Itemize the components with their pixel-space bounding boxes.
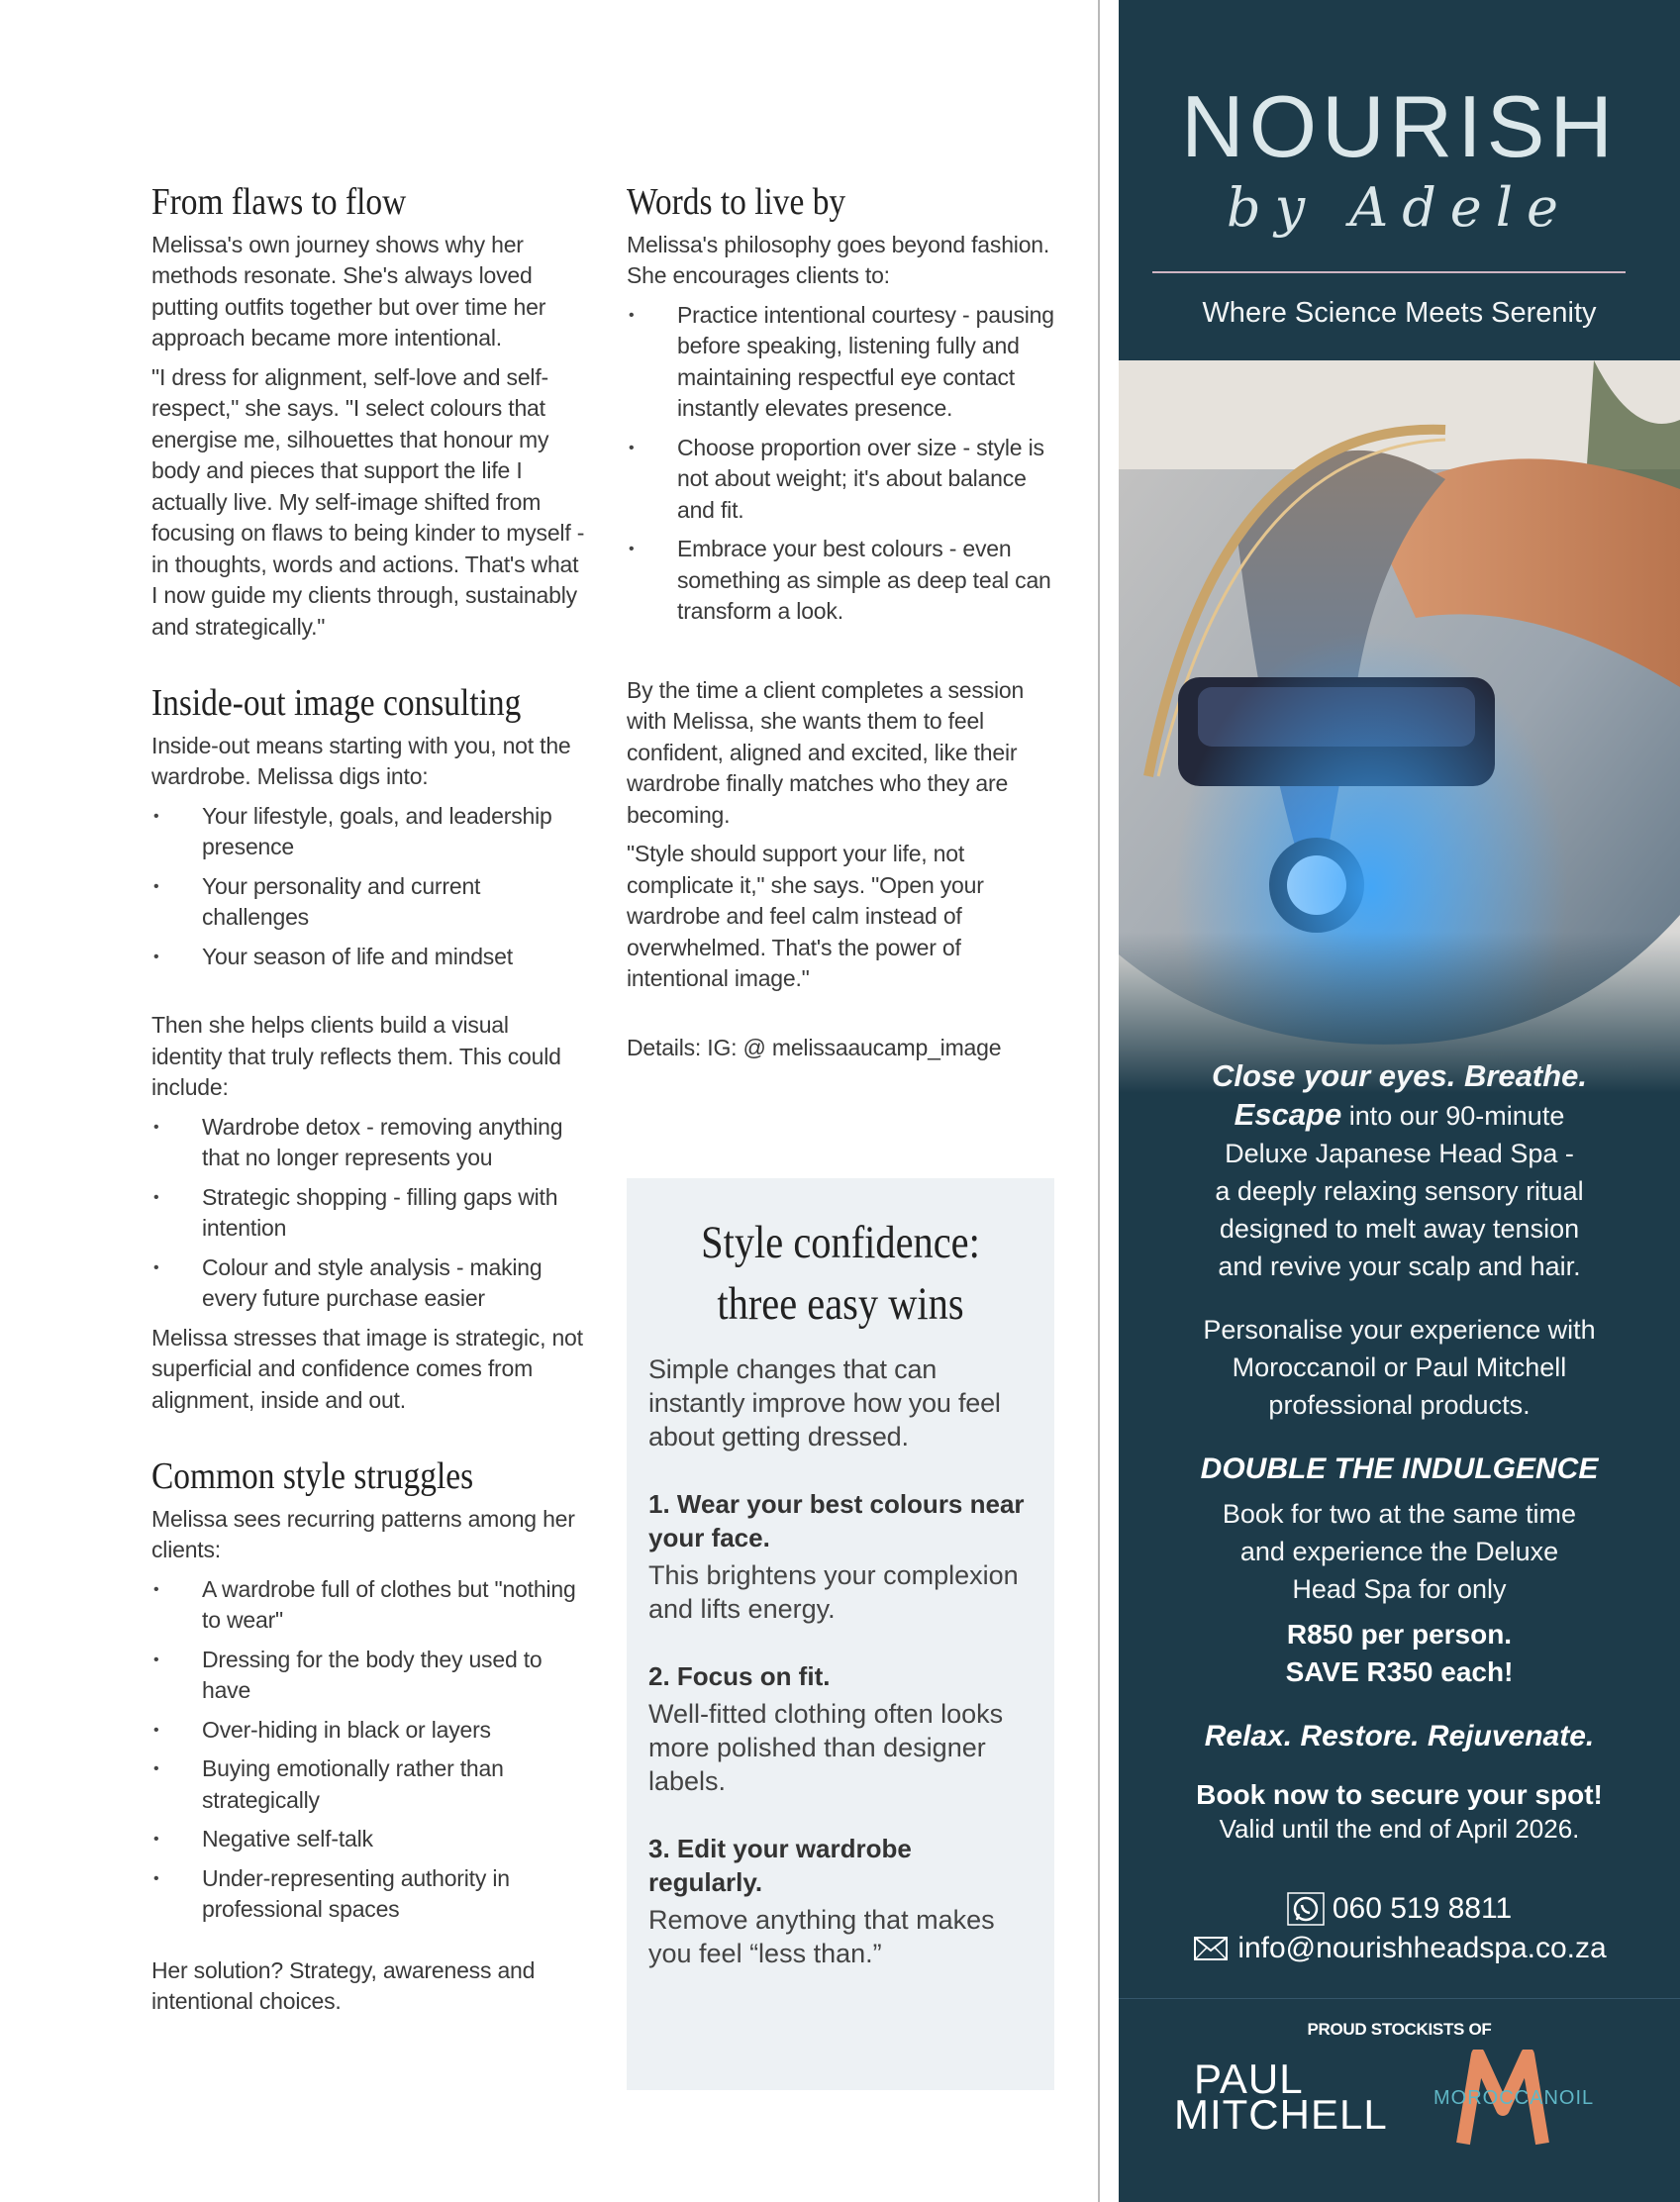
email-address: info@nourishheadspa.co.za — [1237, 1932, 1607, 1964]
phone-number: 060 519 8811 — [1332, 1892, 1513, 1925]
win-title: 1. Wear your best colours near your face. — [648, 1489, 1025, 1552]
paragraph: By the time a client completes a session with Melissa, she wants them to feel confident, aligned and excited, like their wardrobe finally matches who they are becoming. — [627, 676, 1025, 828]
list-item: • Your season of life and mindset — [151, 942, 585, 973]
paragraph: Inside-out means starting with you, not the wardrobe. Melissa digs into: — [151, 732, 571, 790]
bullet-list — [151, 801, 585, 973]
paragraph: Melissa's own journey shows why her methods resonate. She's always loved putting outfits together but over time her approach became more intentional. — [151, 231, 546, 351]
bullet-list — [151, 1574, 585, 1926]
list-item: • Your lifestyle, goals, and leadership presence — [151, 801, 585, 863]
paragraph: Then she helps clients build a visual identity that truly reflects them. This could include: — [151, 1012, 561, 1101]
stockists-divider — [1119, 1998, 1680, 1999]
list-item: • Choose proportion over size - style is not about weight; it's about balance and fit. — [627, 433, 1054, 527]
sidebox-title-line: Style confidence: — [701, 1217, 980, 1268]
ad-text: and experience the Deluxe — [1239, 1537, 1559, 1566]
win-body: Remove anything that makes you feel “less than.” — [648, 1905, 995, 1968]
ad-saving: SAVE R350 each! — [1285, 1656, 1514, 1687]
ad-headline: Close your eyes. Breathe. — [1211, 1058, 1588, 1093]
win-body: This brightens your complexion and lifts energy. — [648, 1560, 1019, 1624]
sidebox-title-line: three easy wins — [717, 1278, 964, 1330]
column-divider — [1098, 0, 1100, 2202]
head-spa-photo — [1119, 360, 1680, 1093]
tips-sidebox — [627, 1178, 1054, 2090]
ad-text: Book for two at the same time — [1222, 1499, 1577, 1529]
ad-text: Deluxe Japanese Head Spa - — [1225, 1139, 1574, 1168]
ad-text: Moroccanoil or Paul Mitchell — [1232, 1352, 1567, 1382]
quote-paragraph: "Style should support your life, not complicate it," she says. "Open your wardrobe and feel calm instead of overwhelmed. That's the power of intentional image." — [627, 841, 984, 992]
ad-text: professional products. — [1268, 1390, 1531, 1420]
ad-text: designed to melt away tension — [1219, 1214, 1580, 1244]
section-heading-flaws-to-flow: From flaws to flow — [151, 181, 407, 223]
paragraph: Melissa sees recurring patterns among her clients: — [151, 1505, 575, 1563]
article-column-middle — [627, 181, 1054, 1071]
ad-email[interactable] — [1119, 1929, 1680, 1968]
pm-line: PAUL — [1194, 2055, 1304, 2102]
paragraph: Melissa's philosophy goes beyond fashion. She encourages clients to: — [627, 231, 1050, 289]
ad-offer-heading: DOUBLE THE INDULGENCE — [1200, 1452, 1599, 1485]
ad-text: Personalise your experience with — [1203, 1315, 1596, 1345]
moroccanoil-logo: MOROCCANOIL — [1433, 2087, 1595, 2109]
ad-relax: Relax. Restore. Rejuvenate. — [1204, 1720, 1595, 1752]
list-item: • Your personality and current challenges — [151, 871, 585, 934]
win-body: Well-fitted clothing often looks more polished than designer labels. — [648, 1699, 1004, 1796]
ad-phone[interactable] — [1119, 1889, 1680, 1929]
email-icon — [1192, 1932, 1230, 1965]
ad-price: R850 per person. — [1286, 1619, 1513, 1650]
list-item: • Practice intentional courtesy - pausing before speaking, listening fully and maintaining respectful eye contact instantly elevates presence. — [627, 300, 1054, 425]
paragraph: Melissa stresses that image is strategic, not superficial and confidence comes from alignment, inside and out. — [151, 1324, 583, 1413]
quote-paragraph: "I dress for alignment, self-love and self-respect," she says. "I select colours that energise me, silhouettes that honour my body and pieces that support the life I actually live. My self-image shifted from focusing on flaws to being kinder to myself - in thoughts, words and actions. That's what I now guide my clients through, sustainably and strategically." — [151, 363, 585, 640]
section-heading-words-to-live-by: Words to live by — [627, 181, 846, 223]
pm-line: MITCHELL — [1174, 2091, 1388, 2138]
brand-logo: NOURISH — [1181, 77, 1618, 175]
ad-book-now: Book now to secure your spot! — [1196, 1779, 1603, 1810]
ad-tagline: Where Science Meets Serenity — [1202, 297, 1597, 329]
whatsapp-icon — [1287, 1892, 1325, 1926]
ad-text: a deeply relaxing sensory ritual — [1215, 1176, 1584, 1206]
list-item: • A wardrobe full of clothes but "nothing to wear" — [151, 1574, 585, 1637]
list-item: • Strategic shopping - filling gaps with intention — [151, 1182, 585, 1245]
win-title: 3. Edit your wardrobe regularly. — [648, 1834, 912, 1897]
list-item: • Dressing for the body they used to have — [151, 1645, 585, 1707]
list-item: • Under-representing authority in professional spaces — [151, 1863, 585, 1926]
ad-text: into our 90-minute — [1341, 1101, 1565, 1131]
list-item: • Over-hiding in black or layers — [151, 1715, 585, 1747]
bullet-list — [151, 1112, 585, 1315]
list-item: • Negative self-talk — [151, 1824, 585, 1855]
list-item: • Embrace your best colours - even something as simple as deep teal can transform a look. — [627, 534, 1054, 628]
ad-divider — [1152, 271, 1626, 273]
sidebox-lead: Simple changes that can instantly improve how you feel about getting dressed. — [648, 1354, 1001, 1451]
ad-text: Head Spa for only — [1292, 1574, 1507, 1604]
bullet-list — [627, 300, 1054, 628]
list-item: • Wardrobe detox - removing anything that no longer represents you — [151, 1112, 585, 1174]
brand-script: by Adele — [1227, 176, 1572, 239]
details-line: Details: IG: @ melissaaucamp_image — [627, 1034, 1002, 1060]
article-column-left — [151, 181, 585, 2026]
paragraph: Her solution? Strategy, awareness and intentional choices. — [151, 1956, 536, 2015]
ad-copy — [1119, 1057, 1680, 1968]
section-heading-inside-out: Inside-out image consulting — [151, 682, 522, 725]
paul-mitchell-logo — [1174, 2055, 1388, 2138]
spa-advertisement — [1119, 0, 1680, 2202]
stockists-title: PROUD STOCKISTS OF — [1307, 2020, 1492, 2039]
ad-valid-until: Valid until the end of April 2026. — [1219, 1814, 1580, 1844]
win-title: 2. Focus on fit. — [648, 1661, 831, 1691]
ad-escape: Escape — [1234, 1097, 1342, 1132]
section-heading-style-struggles: Common style struggles — [151, 1455, 474, 1498]
list-item: • Buying emotionally rather than strategically — [151, 1753, 585, 1816]
sidebox-title — [675, 1212, 1006, 1335]
ad-text: and revive your scalp and hair. — [1218, 1251, 1581, 1281]
list-item: • Colour and style analysis - making every future purchase easier — [151, 1252, 585, 1315]
